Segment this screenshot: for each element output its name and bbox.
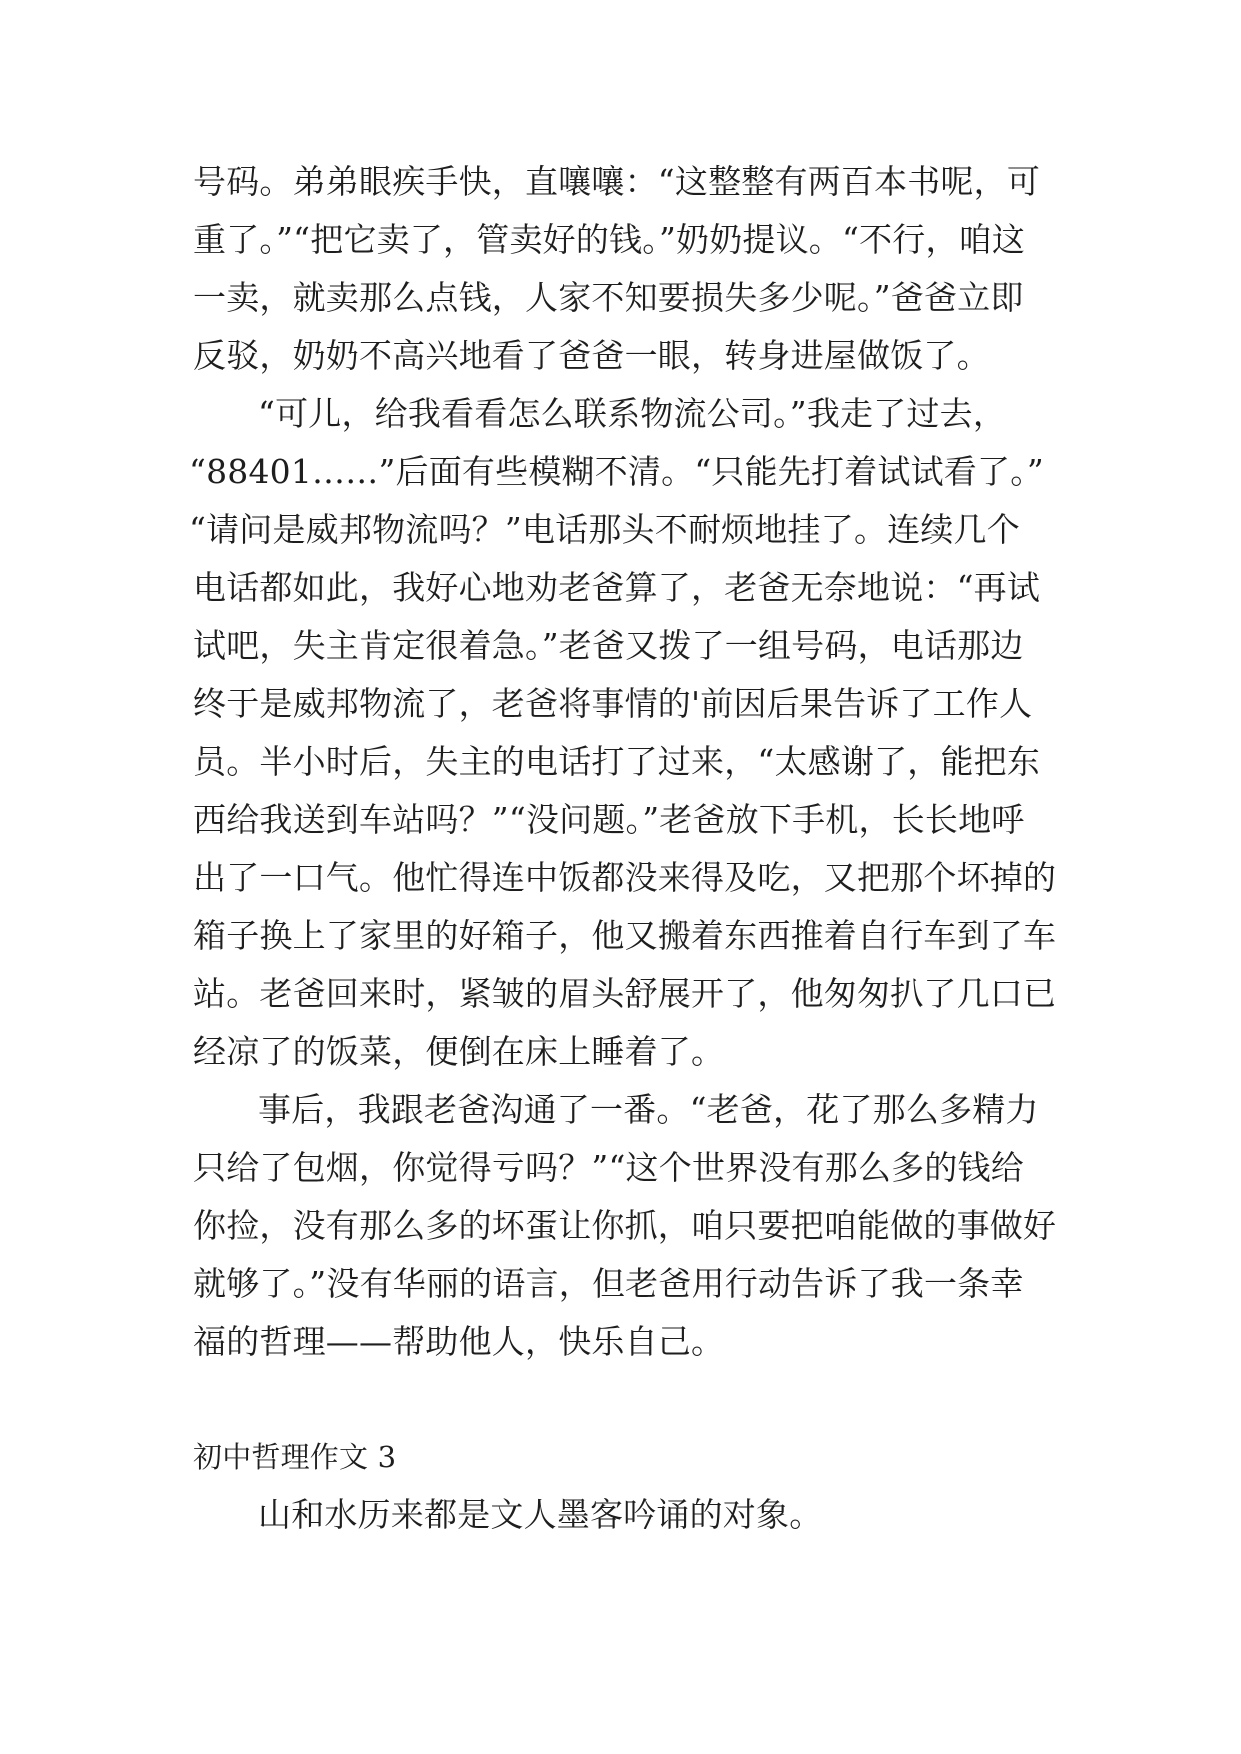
paragraph-3-line-5: 福的哲理——帮助他人，快乐自己。 <box>193 1322 725 1361</box>
paragraph-1-line-1: 号码。弟弟眼疾手快，直嚷嚷：“这整整有两百本书呢，可 <box>193 162 1041 201</box>
paragraph-2-line-10: 箱子换上了家里的好箱子，他又搬着东西推着自行车到了车 <box>193 916 1057 955</box>
paragraph-3-line-2: 只给了包烟，你觉得亏吗？”“这个世界没有那么多的钱给 <box>193 1148 1024 1187</box>
paragraph-3-line-3: 你捡，没有那么多的坏蛋让你抓，咱只要把咱能做的事做好 <box>193 1206 1057 1245</box>
section-heading: 初中哲理作文 3 <box>193 1440 397 1474</box>
paragraph-3-line-1: 事后，我跟老爸沟通了一番。“老爸，花了那么多精力 <box>258 1090 1039 1129</box>
paragraph-3-line-4: 就够了。”没有华丽的语言，但老爸用行动告诉了我一条幸 <box>193 1264 1024 1303</box>
paragraph-2-line-7: 员。半小时后，失主的电话打了过来，“太感谢了，能把东 <box>193 742 1041 781</box>
paragraph-2-line-3: “请问是威邦物流吗？”电话那头不耐烦地挂了。连续几个 <box>189 510 1020 549</box>
paragraph-2-line-6: 终于是威邦物流了，老爸将事情的'前因后果告诉了工作人 <box>193 684 1033 723</box>
paragraph-2-line-11: 站。老爸回来时，紧皱的眉头舒展开了，他匆匆扒了几口已 <box>193 974 1057 1013</box>
paragraph-2-line-5: 试吧，失主肯定很着急。”老爸又拨了一组号码，电话那边 <box>193 626 1024 665</box>
paragraph-4-line-1: 山和水历来都是文人墨客吟诵的对象。 <box>258 1495 823 1534</box>
paragraph-2-line-9: 出了一口气。他忙得连中饭都没来得及吃，又把那个坏掉的 <box>193 858 1057 897</box>
paragraph-1-line-4: 反驳，奶奶不高兴地看了爸爸一眼，转身进屋做饭了。 <box>193 336 990 375</box>
paragraph-2-line-8: 西给我送到车站吗？”“没问题。”老爸放下手机，长长地呼 <box>193 800 1025 839</box>
paragraph-2-line-1: “可儿，给我看看怎么联系物流公司。”我走了过去， <box>258 394 1007 433</box>
paragraph-2-line-2: “88401……”后面有些模糊不清。“只能先打着试试看了。” <box>189 452 1044 491</box>
paragraph-2-line-12: 经凉了的饭菜，便倒在床上睡着了。 <box>193 1032 725 1071</box>
paragraph-1-line-2: 重了。”“把它卖了，管卖好的钱。”奶奶提议。“不行，咱这 <box>193 220 1026 259</box>
paragraph-2-line-4: 电话都如此，我好心地劝老爸算了，老爸无奈地说：“再试 <box>193 568 1041 607</box>
paragraph-1-line-3: 一卖，就卖那么点钱，人家不知要损失多少呢。”爸爸立即 <box>193 278 1024 317</box>
